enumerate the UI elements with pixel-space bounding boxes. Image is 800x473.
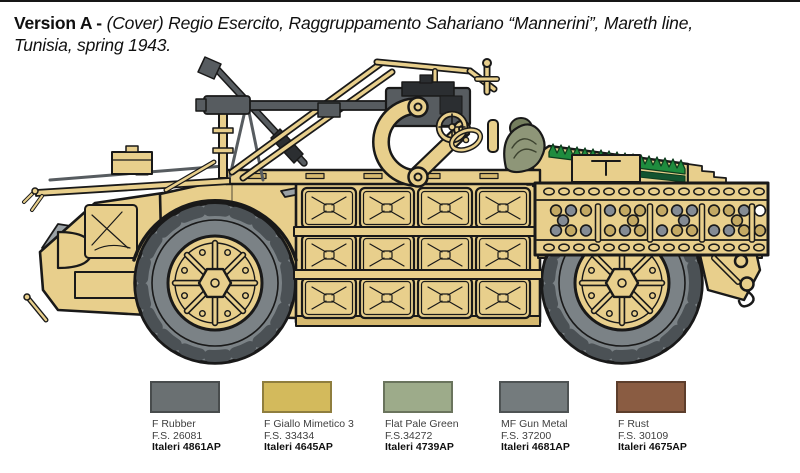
version-description-line1: (Cover) Regio Esercito, Raggruppamento Sahariano “Mannerini”, Mareth line,: [106, 13, 693, 33]
version-description-line2: Tunisia, spring 1943.: [14, 35, 171, 55]
paint-fs-code: F.S. 33434: [264, 429, 315, 442]
paint-entry: [616, 381, 728, 454]
version-label: Version A -: [14, 13, 107, 33]
paint-fs-code: F.S.34272: [385, 429, 433, 442]
paint-italeri-code: Italeri 4645AP: [264, 441, 333, 453]
paint-italeri-code: Italeri 4861AP: [152, 441, 221, 453]
paint-entry: [383, 381, 495, 454]
paint-name: MF Gun Metal: [501, 418, 568, 430]
paint-entry: [499, 381, 611, 454]
paint-italeri-code: Italeri 4675AP: [618, 441, 687, 453]
paint-fs-code: F.S. 26081: [152, 429, 203, 442]
color-chip: [262, 381, 332, 413]
paint-entry: [150, 381, 262, 454]
color-chip: [383, 381, 453, 413]
paint-name: F Rust: [618, 418, 649, 430]
color-chip: [150, 381, 220, 413]
paint-italeri-code: Italeri 4681AP: [501, 441, 570, 453]
color-chip: [616, 381, 686, 413]
paint-fs-code: F.S. 30109: [618, 429, 669, 442]
paint-fs-code: F.S. 37200: [501, 429, 552, 442]
paint-name: F Rubber: [152, 418, 196, 430]
paint-name: Flat Pale Green: [385, 418, 459, 430]
color-chip: [499, 381, 569, 413]
paint-name: F Giallo Mimetico 3: [264, 418, 354, 430]
paint-italeri-code: Italeri 4739AP: [385, 441, 454, 453]
paint-entry: [262, 381, 374, 454]
